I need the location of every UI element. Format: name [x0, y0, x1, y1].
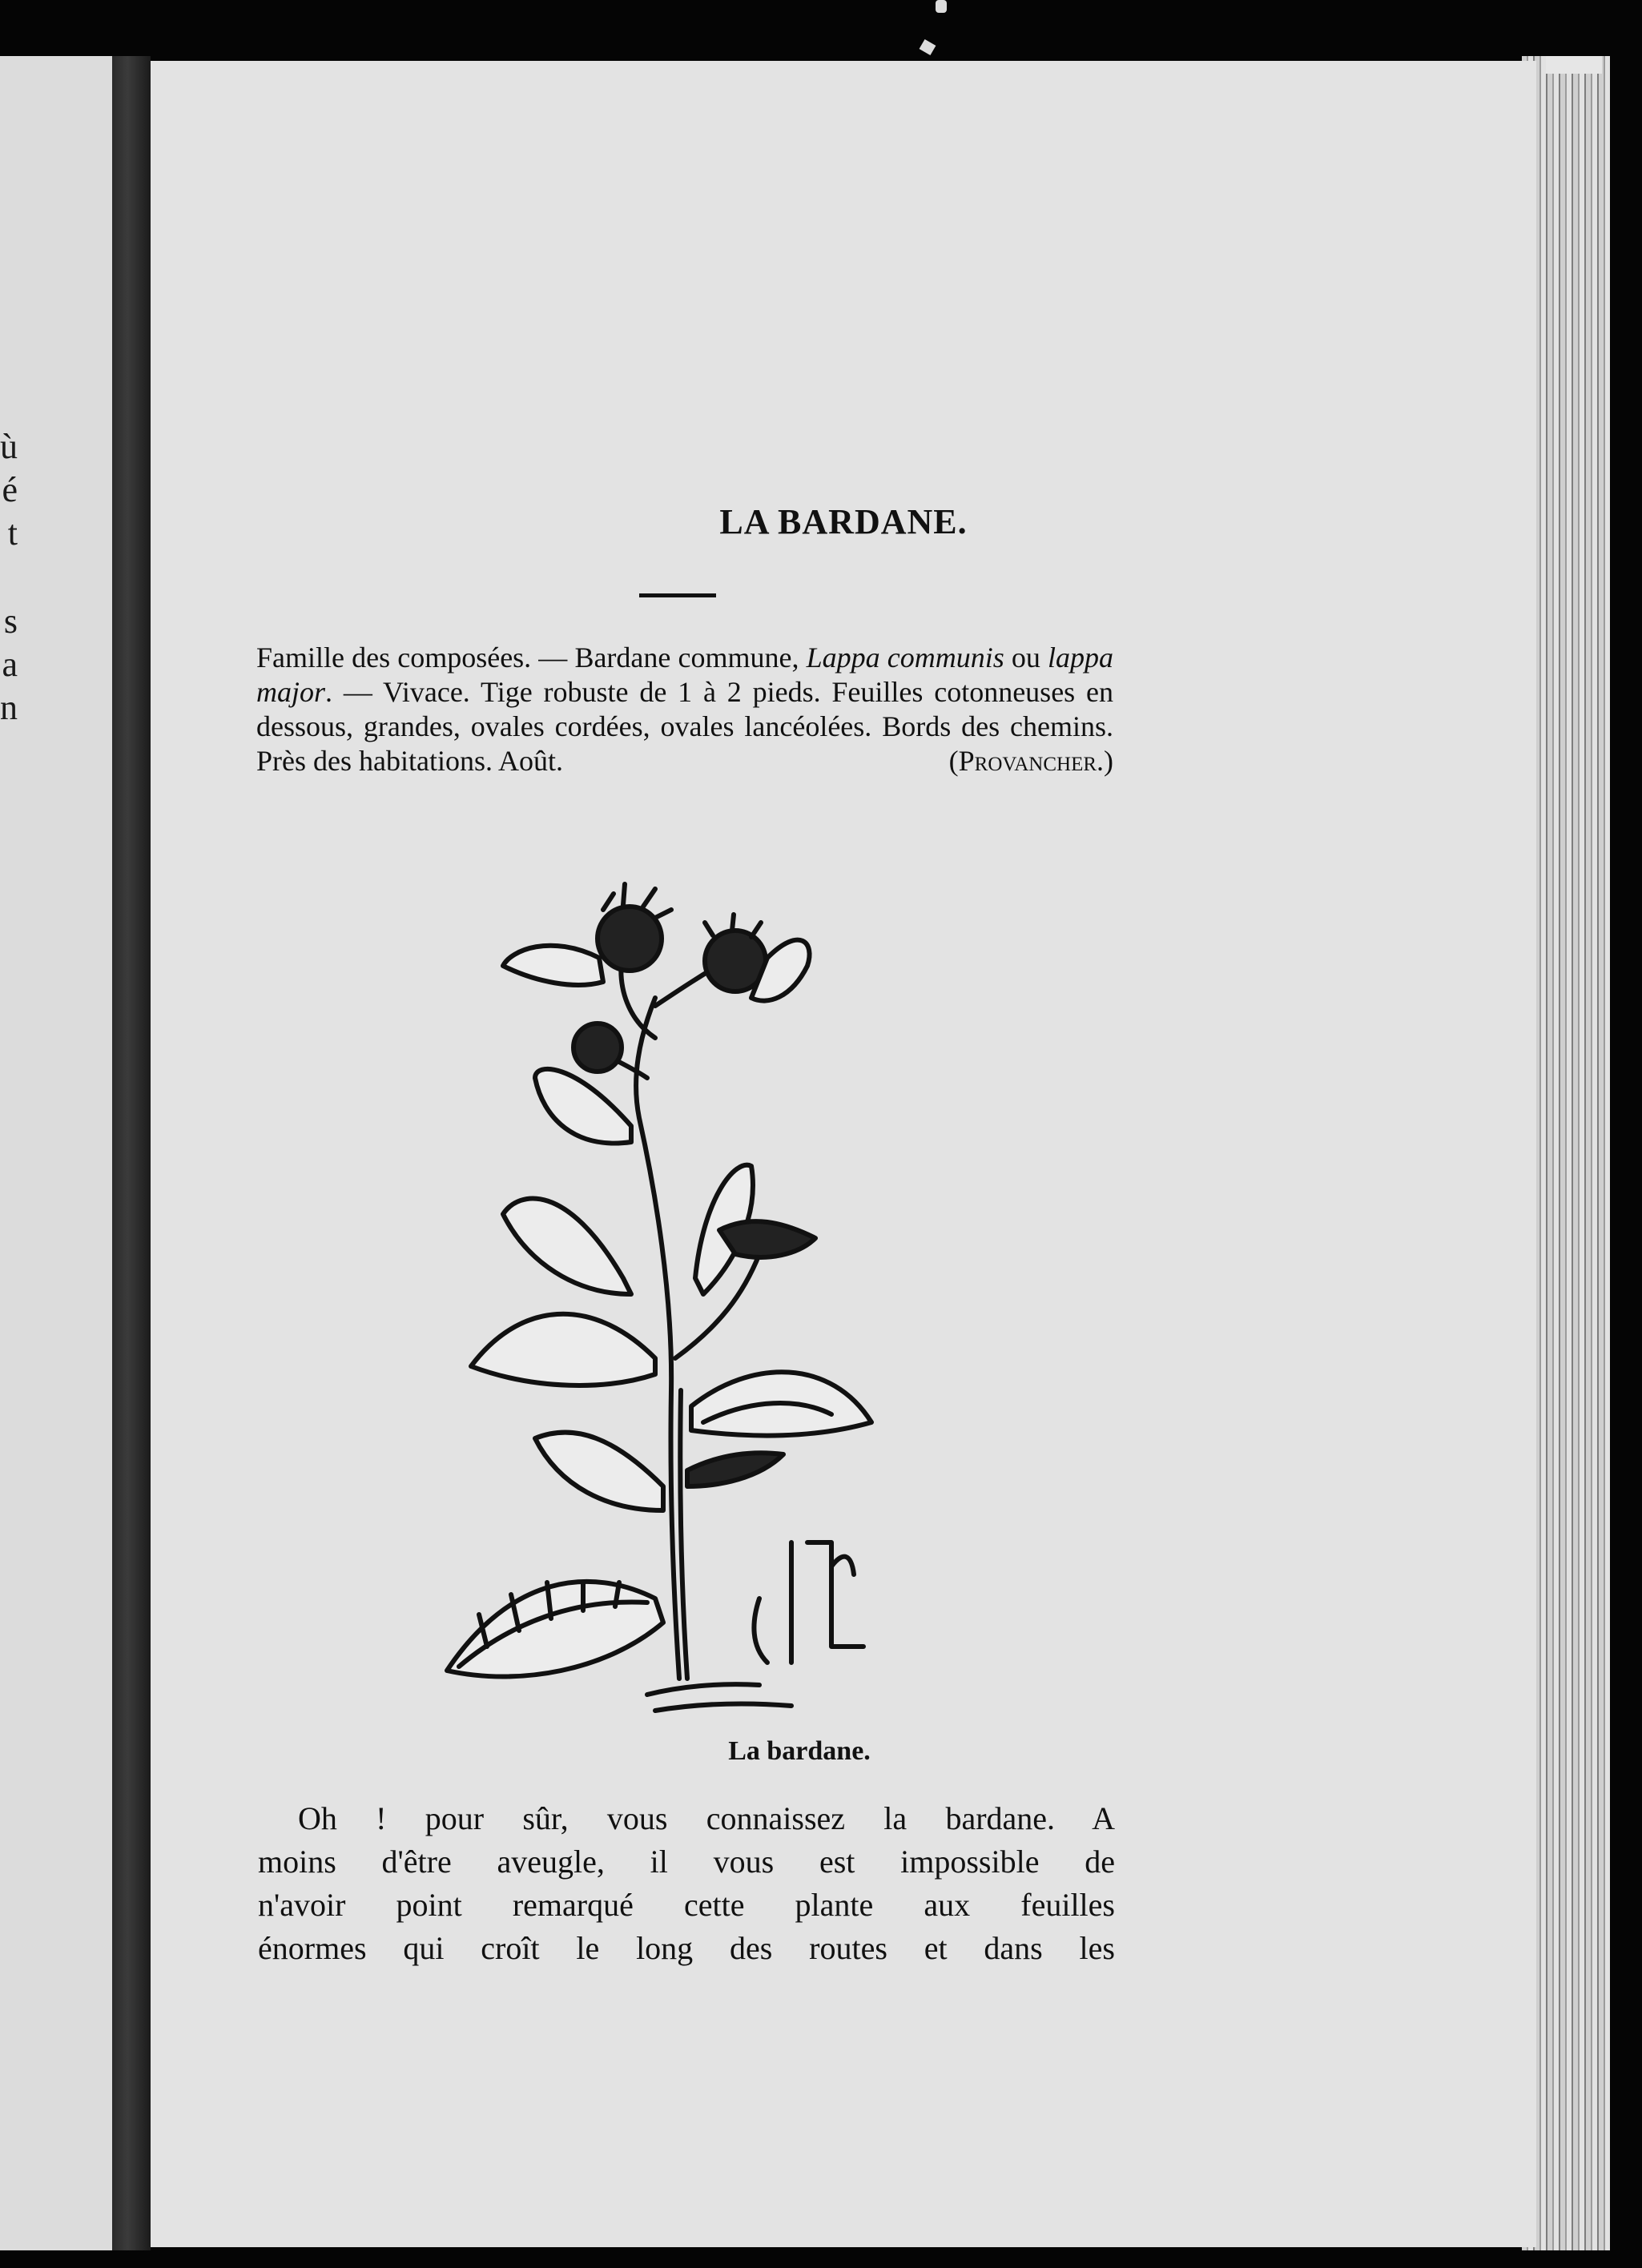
- title-rule: [639, 593, 716, 597]
- book-page: [151, 61, 1536, 2247]
- figure-caption: La bardane.: [728, 1736, 871, 1766]
- description-text: ou: [1004, 641, 1048, 674]
- page-title: LA BARDANE.: [719, 502, 968, 541]
- scan-artifact-mark: [936, 0, 947, 13]
- description-text: . — Vivace. Tige robuste de 1 à 2 pieds. Feuilles cotonneuses en dessous, grandes, ovales cordées, ovales lancéolées. Bords des chemins. Près des habitations. Août.: [256, 676, 1113, 777]
- body-line: moins d'être aveugle, il vous est impossible de: [258, 1844, 1115, 1880]
- facing-page-fragment: t: [7, 513, 18, 553]
- botanical-description: [256, 641, 1113, 778]
- book-gutter: [112, 56, 151, 2250]
- description-text: Famille des composées. — Bardane commune,: [256, 641, 807, 674]
- facing-page-fragment: ù: [0, 427, 18, 466]
- facing-page-fragment: n: [0, 688, 18, 727]
- body-line: énormes qui croît le long des routes et dans les: [258, 1930, 1115, 1966]
- body-line: n'avoir point remarqué cette plante aux feuilles: [258, 1887, 1115, 1923]
- facing-page-edge: [0, 56, 112, 2250]
- facing-page-fragment: é: [2, 470, 18, 509]
- facing-page-fragment: s: [3, 601, 18, 641]
- body-paragraph: [258, 1797, 1115, 1970]
- latin-name: lappa major: [256, 641, 1114, 708]
- body-line: Oh ! pour sûr, vous connaissez la bardane. A: [298, 1800, 1115, 1836]
- latin-name: Lappa communis: [806, 641, 1004, 674]
- burdock-plant-drawing: [415, 878, 928, 1735]
- burdock-plant-illustration: [415, 878, 928, 1735]
- facing-page-fragment: a: [2, 645, 18, 684]
- scan-artifact-mark: [920, 39, 936, 55]
- source-citation: (Provancher.): [948, 745, 1113, 777]
